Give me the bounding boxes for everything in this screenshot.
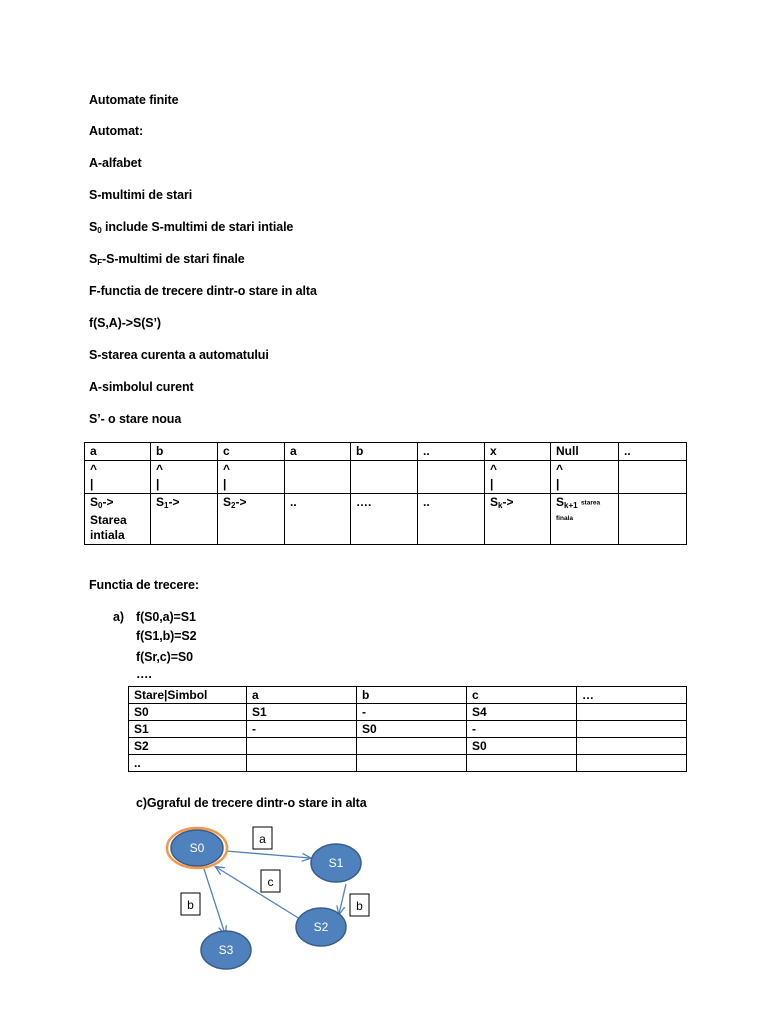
automat-heading: Automat: — [89, 124, 144, 138]
node-s2 — [296, 908, 346, 946]
pointer-cell — [418, 461, 485, 494]
table-cell — [577, 738, 687, 755]
table-cell: - — [357, 704, 467, 721]
tape-symbol: b — [151, 443, 218, 461]
initial-states-line: $S_0$ include S-multimi de stari intiale — [89, 220, 294, 235]
header-cell: b — [357, 687, 467, 704]
edge-s0-s1 — [226, 851, 310, 858]
graph-title: c)Ggraful de trecere dintr-o stare in alta — [136, 796, 367, 810]
state-cell-dots: .. — [285, 494, 351, 545]
table-row — [129, 755, 687, 772]
table-cell: - — [247, 721, 357, 738]
formula-f2: f(S1,b)=S2 — [136, 629, 197, 643]
tape-table — [84, 442, 687, 545]
tape-states-row — [85, 494, 687, 545]
tape-symbol: c — [218, 443, 285, 461]
state-cell-dots: …. — [351, 494, 418, 545]
edge-label-c — [261, 870, 280, 892]
tape-symbol: a — [85, 443, 151, 461]
pointer-cell: ^ | — [85, 461, 151, 494]
table-cell: S2 — [129, 738, 247, 755]
tape-symbol: a — [285, 443, 351, 461]
title: Automate finite — [89, 93, 179, 107]
header-cell: Stare|Simbol — [129, 687, 247, 704]
svg-text:a: a — [259, 832, 266, 846]
table-cell: - — [467, 721, 577, 738]
table-row — [129, 721, 687, 738]
pointer-cell: ^ | — [551, 461, 619, 494]
pointer-cell — [619, 461, 687, 494]
state-cell-empty — [619, 494, 687, 545]
stare-noua-line: S’- o stare noua — [89, 412, 182, 426]
node-s0 — [167, 828, 227, 868]
table-cell — [247, 755, 357, 772]
table-cell: S0 — [129, 704, 247, 721]
table-cell — [577, 755, 687, 772]
table-cell: S0 — [357, 721, 467, 738]
pointer-cell — [351, 461, 418, 494]
tape-symbols-row — [85, 443, 687, 461]
starea-curenta-line: S-starea curenta a automatului — [89, 348, 269, 362]
edge-label-b-right — [350, 894, 369, 916]
transition-header-row — [129, 687, 687, 704]
alfabet-line: A-alfabet — [89, 156, 142, 170]
edge-s2-s0 — [216, 867, 300, 919]
header-cell: a — [247, 687, 357, 704]
pointer-cell: ^ | — [485, 461, 551, 494]
table-cell: S4 — [467, 704, 577, 721]
table-cell — [577, 704, 687, 721]
edge-label-a — [253, 827, 272, 849]
svg-text:S1: S1 — [328, 856, 344, 870]
svg-text:S0: S0 — [189, 841, 205, 855]
state-cell-sk: $S_k->$ — [485, 494, 551, 545]
svg-text:S2: S2 — [313, 920, 329, 934]
formula-line: f(S,A)->S(S’) — [89, 316, 161, 330]
functia-title: Functia de trecere: — [89, 578, 199, 592]
state-cell-s2: $S_2->$ — [218, 494, 285, 545]
table-cell: .. — [129, 755, 247, 772]
svg-text:b: b — [356, 899, 363, 913]
tape-pointer-row — [85, 461, 687, 494]
table-row — [129, 738, 687, 755]
header-cell: c — [467, 687, 577, 704]
node-s1 — [311, 844, 361, 882]
edge-s0-s3 — [204, 869, 225, 934]
state-cell-s0: $S_0->$ Starea intiala — [85, 494, 151, 545]
table-cell — [357, 738, 467, 755]
state-cell-dots: .. — [418, 494, 485, 545]
node-s3 — [201, 931, 251, 969]
tape-symbol: .. — [418, 443, 485, 461]
state-cell-s1: $S_1->$ — [151, 494, 218, 545]
table-cell — [467, 755, 577, 772]
tape-symbol: x — [485, 443, 551, 461]
header-cell: … — [577, 687, 687, 704]
stari-line: S-multimi de stari — [89, 188, 193, 202]
table-row — [129, 704, 687, 721]
pointer-cell: ^ | — [151, 461, 218, 494]
table-cell — [577, 721, 687, 738]
list-marker: a) — [113, 610, 124, 624]
transition-table — [128, 686, 687, 772]
final-states-line: $S_F-S$-multimi de stari finale — [89, 252, 245, 267]
tape-symbol: b — [351, 443, 418, 461]
table-cell — [247, 738, 357, 755]
svg-text:c: c — [267, 875, 274, 889]
pointer-cell — [285, 461, 351, 494]
table-cell: S0 — [467, 738, 577, 755]
table-cell: S1 — [247, 704, 357, 721]
tape-symbol: Null — [551, 443, 619, 461]
svg-text:b: b — [187, 898, 194, 912]
formula-f3: f(Sr,c)=S0 — [136, 650, 194, 664]
formula-f1: f(S0,a)=S1 — [136, 610, 196, 624]
svg-text:S3: S3 — [218, 943, 234, 957]
table-cell: S1 — [129, 721, 247, 738]
state-graph — [150, 815, 390, 980]
edge-label-b-left — [181, 893, 200, 915]
table-cell — [357, 755, 467, 772]
simbolul-line: A-simbolul curent — [89, 380, 194, 394]
pointer-cell: ^ | — [218, 461, 285, 494]
functia-line: F-functia de trecere dintr-o stare in alta — [89, 284, 317, 298]
ellipsis: …. — [136, 667, 152, 681]
tape-symbol: .. — [619, 443, 687, 461]
edge-s1-s2 — [339, 884, 346, 914]
state-cell-sk1: $S_{k+1}$ starea finala — [551, 494, 619, 545]
